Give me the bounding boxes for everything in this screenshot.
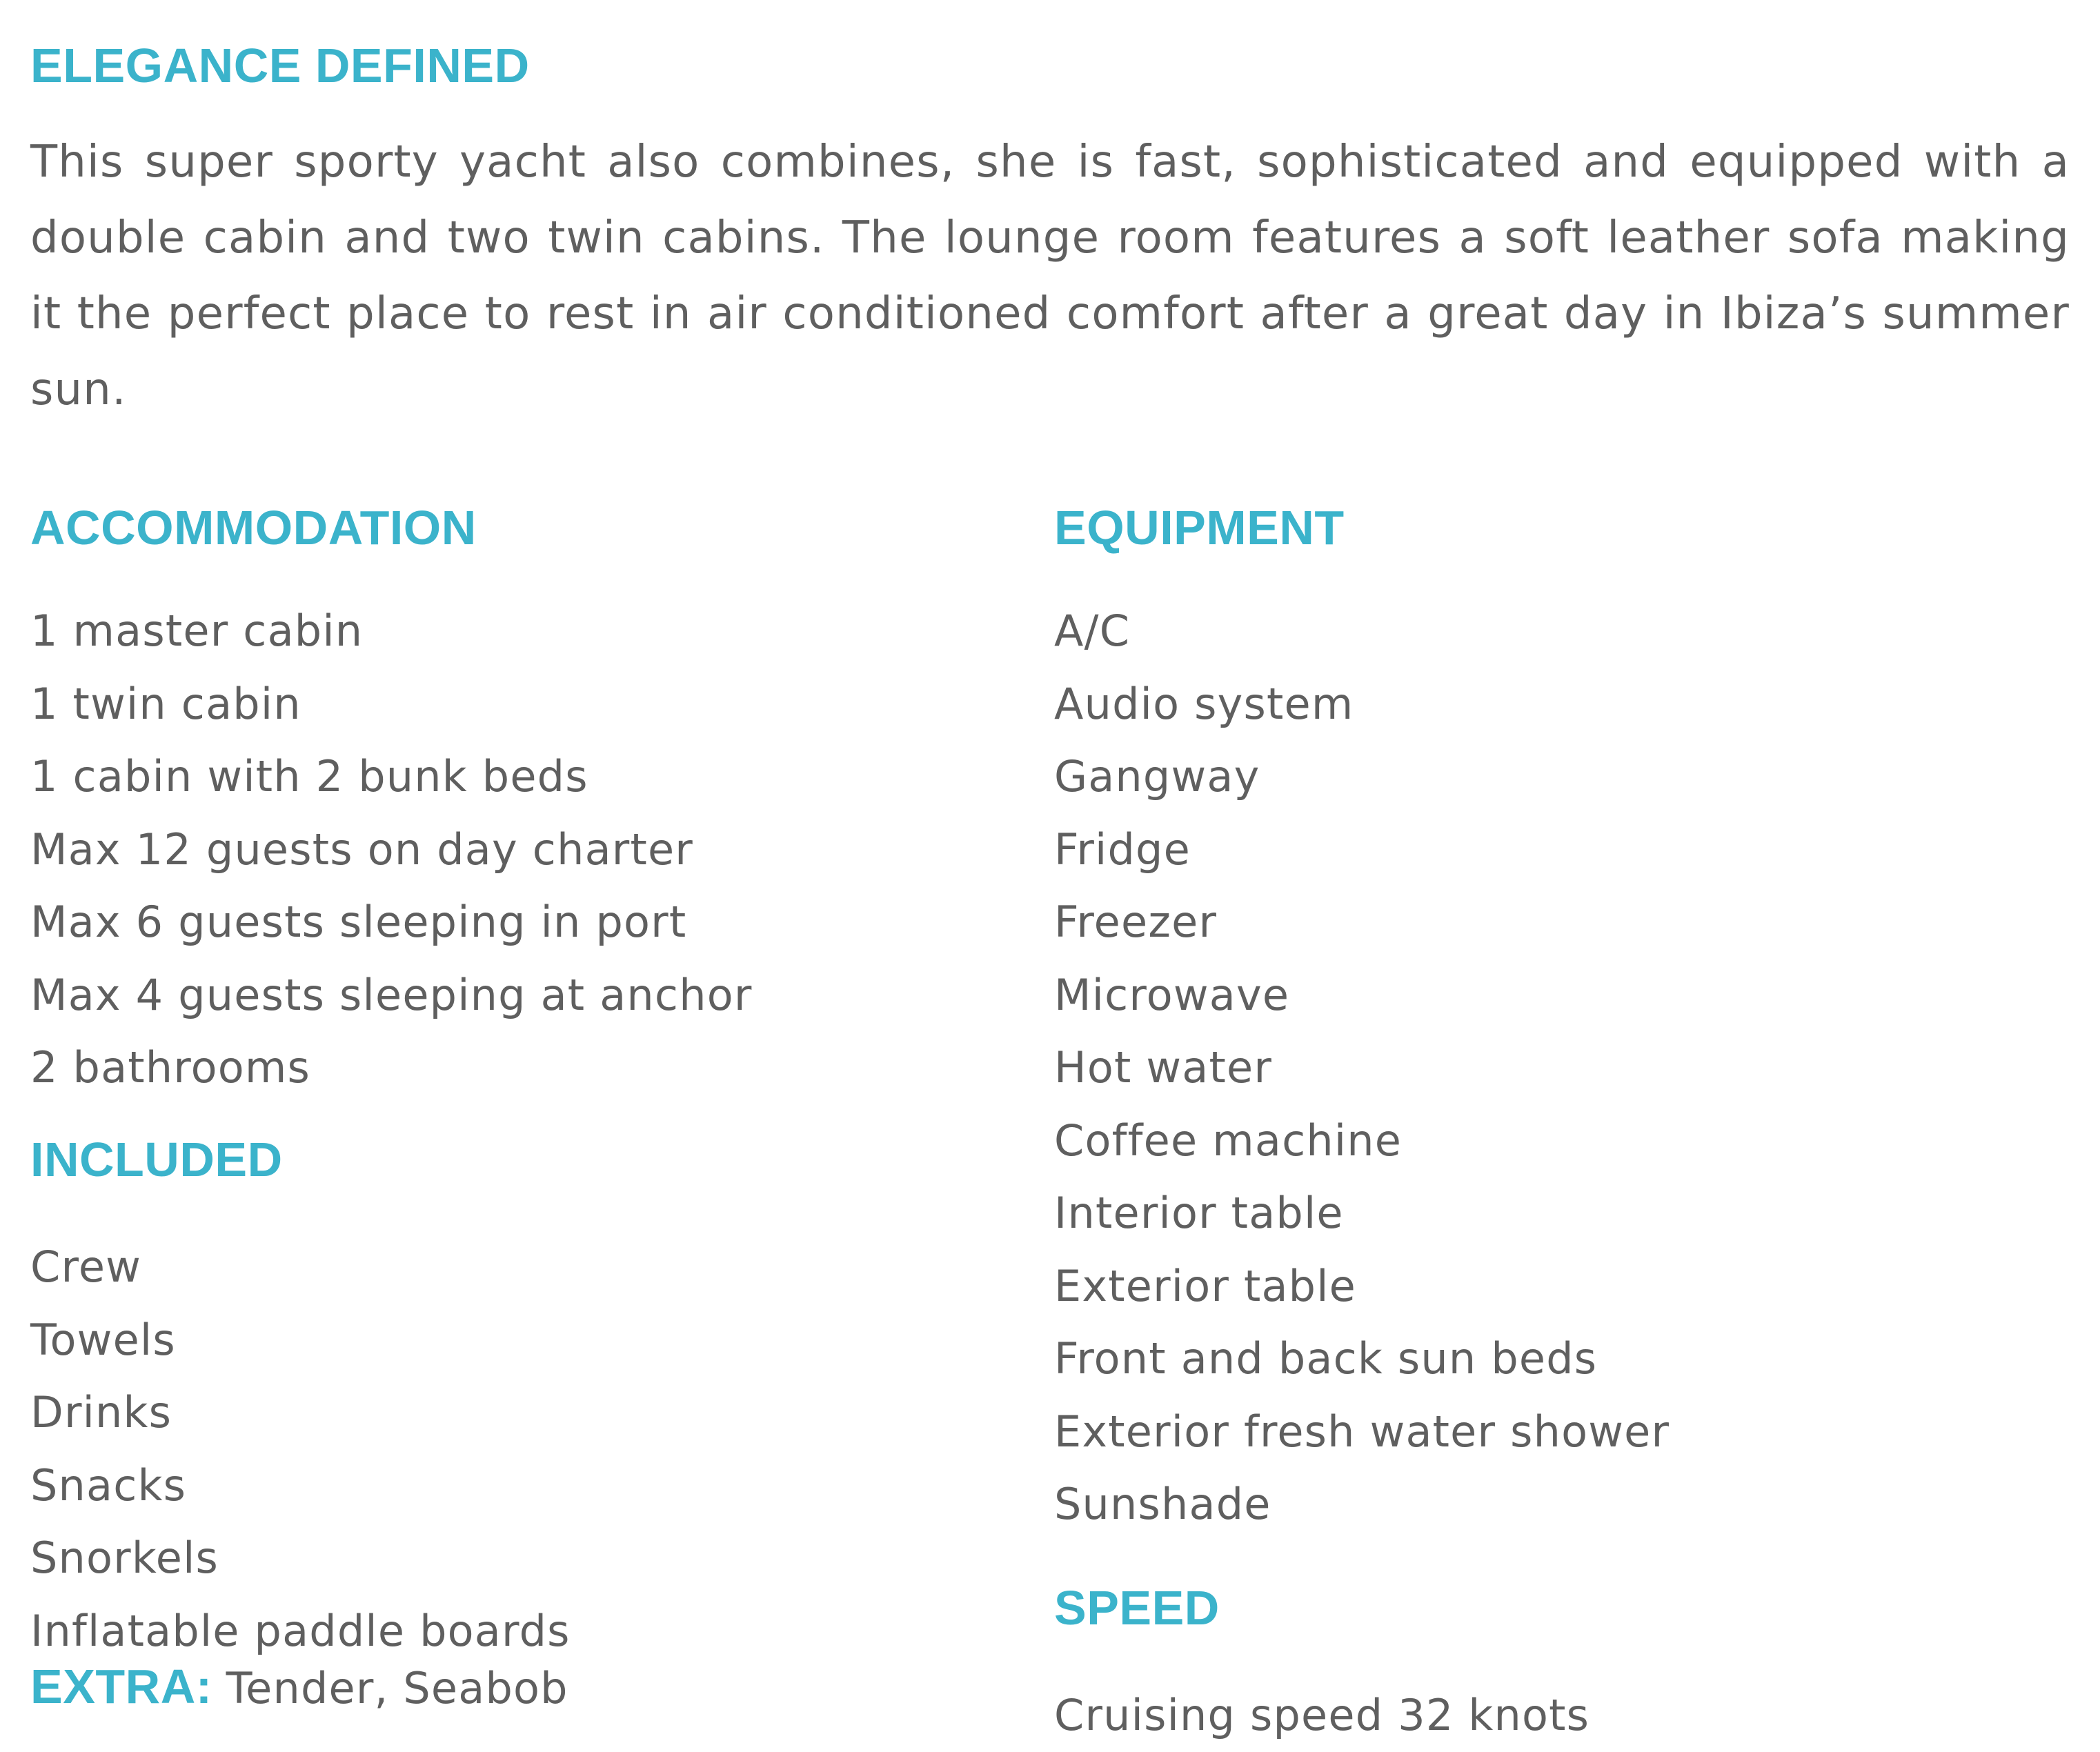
list-item: Hot water <box>1054 1042 1273 1093</box>
list-item: 1 twin cabin <box>30 678 301 729</box>
included-heading: INCLUDED <box>30 1133 283 1186</box>
accommodation-list <box>30 595 753 1104</box>
equipment-list <box>1054 595 1670 1541</box>
extra-line <box>30 1662 568 1713</box>
list-item: Gangway <box>1054 751 1260 802</box>
list-item: Crew <box>30 1242 142 1292</box>
list-item: Snorkels <box>30 1533 219 1583</box>
equipment-heading: EQUIPMENT <box>1054 501 1345 555</box>
list-item: Towels <box>30 1314 176 1365</box>
list-item: Interior table <box>1054 1188 1344 1238</box>
list-item: 1 master cabin <box>30 606 364 656</box>
extra-value: Tender, Seabob <box>226 1663 568 1713</box>
page-title: ELEGANCE DEFINED <box>30 39 530 92</box>
extra-label: EXTRA: <box>30 1660 212 1713</box>
list-item: Sunshade <box>1054 1479 1271 1529</box>
list-item: Max 12 guests on day charter <box>30 824 693 875</box>
included-list <box>30 1231 571 1667</box>
list-item: Max 4 guests sleeping at anchor <box>30 969 753 1020</box>
list-item: 1 cabin with 2 bunk beds <box>30 751 588 802</box>
equipment-section <box>1054 501 1670 1541</box>
speed-list <box>1054 1679 1589 1752</box>
list-item: Coffee machine <box>1054 1115 1403 1166</box>
list-item: A/C <box>1054 606 1131 656</box>
list-item: Exterior fresh water shower <box>1054 1406 1670 1457</box>
included-section <box>30 1135 571 1667</box>
list-item: Freezer <box>1054 897 1218 947</box>
speed-section <box>1054 1581 1590 1752</box>
accommodation-heading: ACCOMMODATION <box>30 501 477 555</box>
speed-heading: SPEED <box>1054 1581 1220 1635</box>
list-item: Exterior table <box>1054 1260 1356 1311</box>
list-item: Cruising speed 32 knots <box>1054 1690 1590 1740</box>
list-item: Max 6 guests sleeping in port <box>30 897 687 947</box>
list-item: Snacks <box>30 1460 187 1511</box>
list-item: Audio system <box>1054 678 1354 729</box>
accommodation-section <box>30 501 753 1104</box>
list-item: Fridge <box>1054 824 1191 875</box>
list-item: Microwave <box>1054 969 1290 1020</box>
list-item: 2 bathrooms <box>30 1042 310 1093</box>
list-item: Inflatable paddle boards <box>30 1605 571 1656</box>
list-item: Front and back sun beds <box>1054 1333 1598 1384</box>
intro-paragraph: This super sporty yacht also combines, she is fast, sophisticated and equipped with a double cabin and two twin cabins. The lounge room features a soft leather sofa making it the perfect place to rest in air conditioned comfort after a great day in Ibiza’s summer sun. <box>30 137 2070 415</box>
list-item: Drinks <box>30 1387 172 1437</box>
